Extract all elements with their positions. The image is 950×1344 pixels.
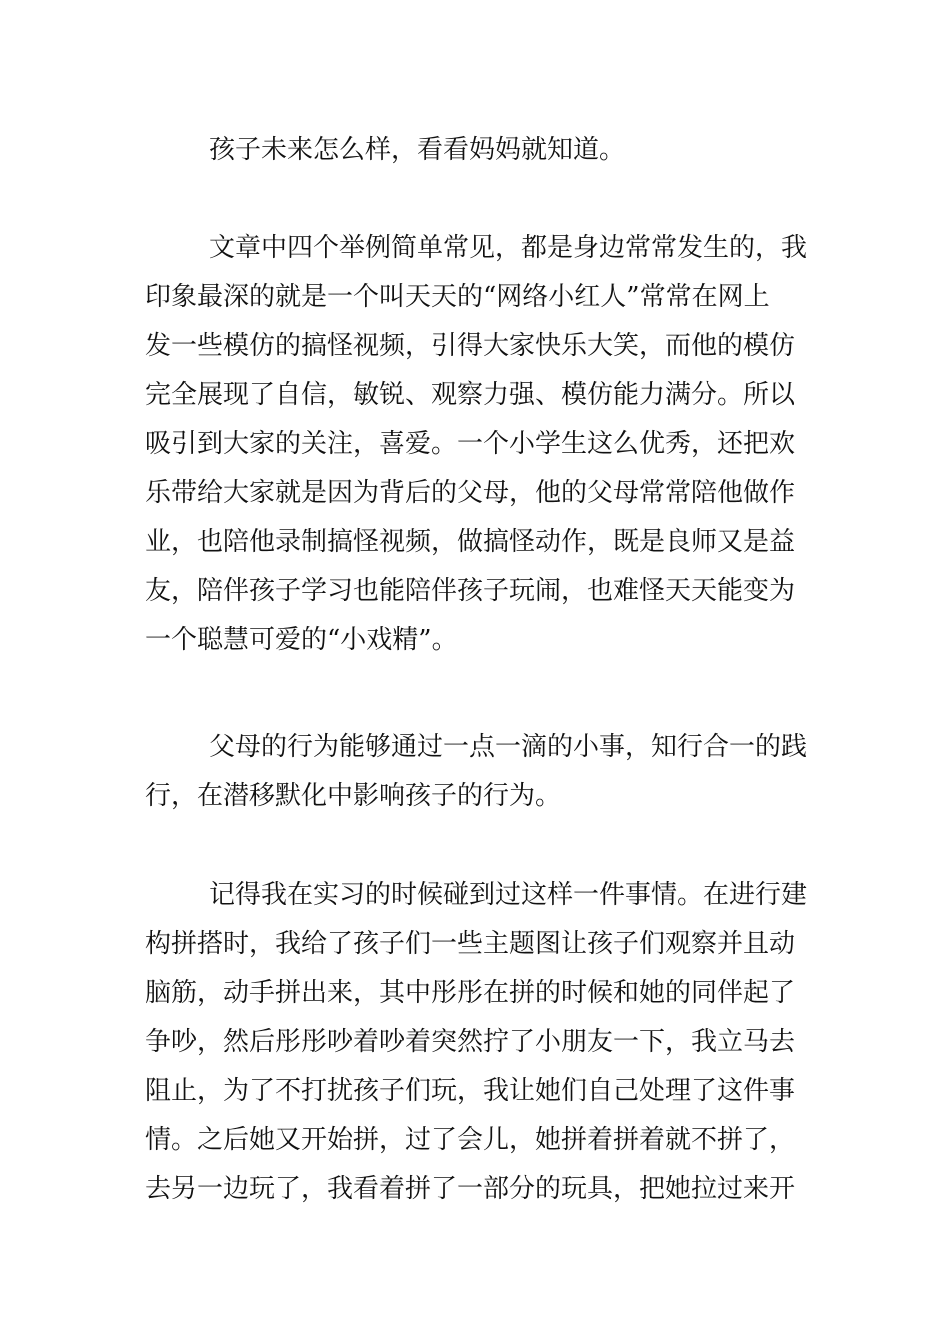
paragraph-line: 乐带给大家就是因为背后的父母，他的父母常常陪他做作 [145, 478, 796, 508]
paragraph-line: 发一些模仿的搞怪视频，引得大家快乐大笑，而他的模仿 [145, 331, 796, 361]
paragraph-line: 脑筋，动手拼出来，其中彤彤在拼的时候和她的同伴起了 [145, 978, 796, 1008]
paragraph-line: 去另一边玩了，我看着拼了一部分的玩具，把她拉过来开 [145, 1174, 796, 1204]
paragraph-line: 吸引到大家的关注，喜爱。一个小学生这么优秀，还把欢 [145, 429, 796, 459]
paragraph-line: 业，也陪他录制搞怪视频，做搞怪动作，既是良师又是益 [145, 527, 796, 557]
paragraph-line: 孩子未来怎么样，看看妈妈就知道。 [209, 135, 626, 165]
paragraph-line: 行，在潜移默化中影响孩子的行为。 [145, 781, 562, 811]
paragraph-line: 记得我在实习的时候碰到过这样一件事情。在进行建 [209, 880, 808, 910]
paragraph-line: 父母的行为能够通过一点一滴的小事，知行合一的践 [209, 732, 808, 762]
paragraph-line: 完全展现了自信，敏锐、观察力强、模仿能力满分。所以 [145, 380, 796, 410]
paragraph-line: 构拼搭时，我给了孩子们一些主题图让孩子们观察并且动 [145, 929, 796, 959]
paragraph-line: 文章中四个举例简单常见，都是身边常常发生的，我 [209, 233, 808, 263]
paragraph-line: 情。之后她又开始拼，过了会儿，她拼着拼着就不拼了， [145, 1125, 796, 1155]
paragraph-line: 印象最深的就是一个叫天天的“网络小红人”常常在网上 [145, 282, 770, 312]
paragraph-line: 阻止，为了不打扰孩子们玩，我让她们自己处理了这件事 [145, 1076, 796, 1106]
paragraph-line: 一个聪慧可爱的“小戏精”。 [145, 625, 458, 655]
paragraph-line: 友，陪伴孩子学习也能陪伴孩子玩闹，也难怪天天能变为 [145, 576, 796, 606]
paragraph-line: 争吵，然后彤彤吵着吵着突然拧了小朋友一下，我立马去 [145, 1027, 796, 1057]
